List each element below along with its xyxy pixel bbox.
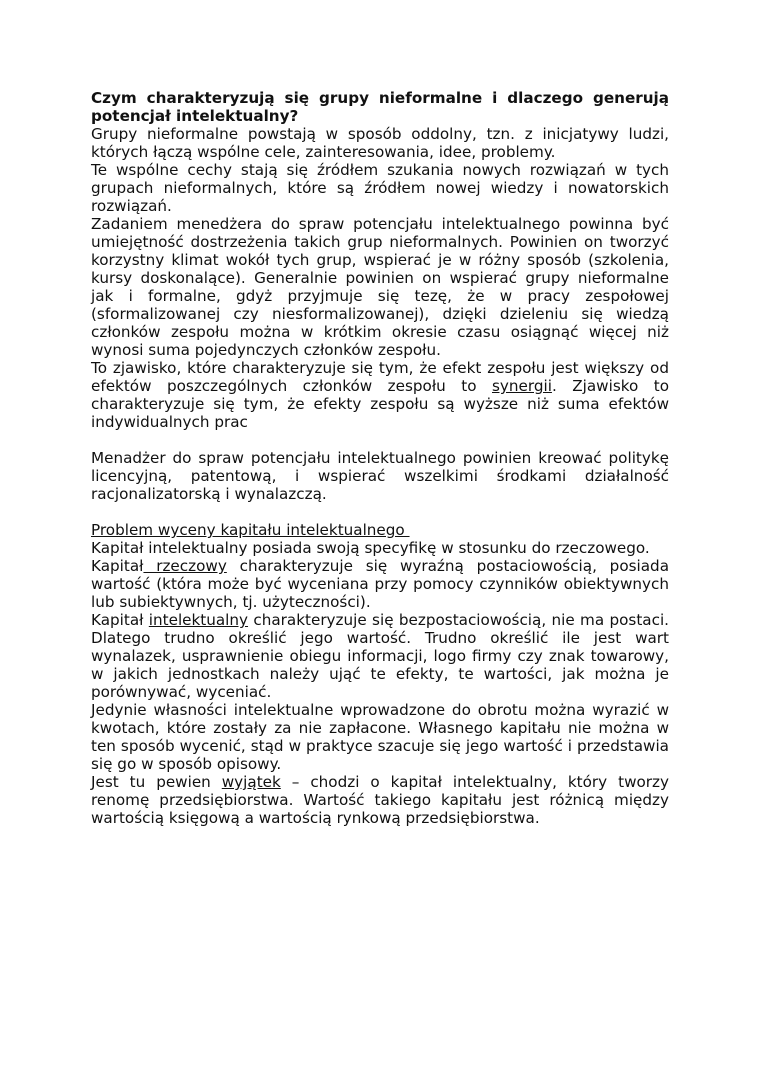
tangible-text-after: charakteryzuje się wyraźną postaciowością, posiada wartość (która może być wyceniana przy pomocy czynników obiektywnych lub subiektywnych, tj. użyteczności). <box>91 557 669 611</box>
paragraph-informal-groups: Grupy nieformalne powstają w sposób oddolny, tzn. z inicjatywy ludzi, których łączą wspólne cele, zainteresowania, idee, problemy. <box>91 125 669 161</box>
document-body <box>91 89 669 827</box>
paragraph-manager-task: Zadaniem menedżera do spraw potencjału intelektualnego powinna być umiejętność dostrzeżenia takich grup nieformalnych. Powinien on tworzyć korzystny klimat wokół tych grup, wspierać je w różny sposób (szkolenia, kursy doskonalące). Generalnie powinien on wspierać grupy nieformalne jak i formalne, gdyż przyjmuje się tezę, że w pracy zespołowej (sformalizowanej czy niesformalizowanej), dzięki dzieleniu się wiedzą członków zespołu można w krótkim okresie czasu osiągnąć więcej niż wynosi suma pojedynczych członków zespołu. <box>91 215 669 359</box>
synergy-text-after: . Zjawisko to charakteryzuje się tym, że efekty zespołu są wyższe niż suma efektów indywidualnych prac <box>91 377 670 431</box>
document-heading: Czym charakteryzują się grupy nieformalne i dlaczego generują potencjał intelektualny? <box>91 89 669 125</box>
paragraph-synergy <box>91 359 669 431</box>
paragraph-common-traits: Te wspólne cechy stają się źródłem szukania nowych rozwiązań w tych grupach nieformalnych, które są źródłem nowej wiedzy i nowatorskich rozwiązań. <box>91 161 669 215</box>
blank-line <box>91 431 669 449</box>
intellectual-underlined: intelektualny <box>148 611 249 629</box>
paragraph-tangible-capital <box>91 557 669 611</box>
intellectual-text-before: Kapitał <box>91 611 149 629</box>
exception-underlined: wyjątek <box>221 773 281 791</box>
paragraph-capital-specifics: Kapitał intelektualny posiada swoją specyfikę w stosunku do rzeczowego. <box>91 539 650 557</box>
exception-text-after: – chodzi o kapitał intelektualny, który tworzy renomę przedsiębiorstwa. Wartość takiego kapitału jest różnicą między wartością księgową a wartością rynkową przedsiębiorstwa. <box>91 773 669 827</box>
paragraph-intellectual-capital <box>91 611 669 701</box>
tangible-text-before: Kapitał <box>91 557 144 575</box>
synergy-link[interactable]: synergii <box>492 377 552 395</box>
paragraph-valuation: Jedynie własności intelektualne wprowadzone do obrotu można wyrazić w kwotach, które zostały za nie zapłacone. Własnego kapitału nie można w ten sposób wycenić, stąd w praktyce szacuje się jego wartość i przedstawia się go w sposób opisowy. <box>91 701 669 773</box>
exception-text-before: Jest tu pewien <box>91 773 222 791</box>
paragraph-licensing-policy: Menadżer do spraw potencjału intelektualnego powinien kreować politykę licencyjną, patentową, i wspierać wszelkimi środkami działalność racjonalizatorską i wynalazczą. <box>91 449 669 503</box>
synergy-text-before: To zjawisko, które charakteryzuje się tym, że efekt zespołu jest większy od efektów poszczególnych członków zespołu to <box>91 359 669 395</box>
intellectual-text-after: charakteryzuje się bezpostaciowością, nie ma postaci. Dlatego trudno określić jego wartość. Trudno określić ile jest wart wynalazek, usprawnienie obiegu informacji, logo firmy czy znak towarowy, w jakich jednostkach należy ująć te efekty, te wartości, jak można je porównywać, wyceniać. <box>91 611 670 701</box>
paragraph-exception <box>91 773 669 827</box>
blank-line <box>91 503 669 521</box>
section-title: Problem wyceny kapitału intelektualnego <box>91 521 410 539</box>
tangible-underlined: rzeczowy <box>143 557 227 575</box>
